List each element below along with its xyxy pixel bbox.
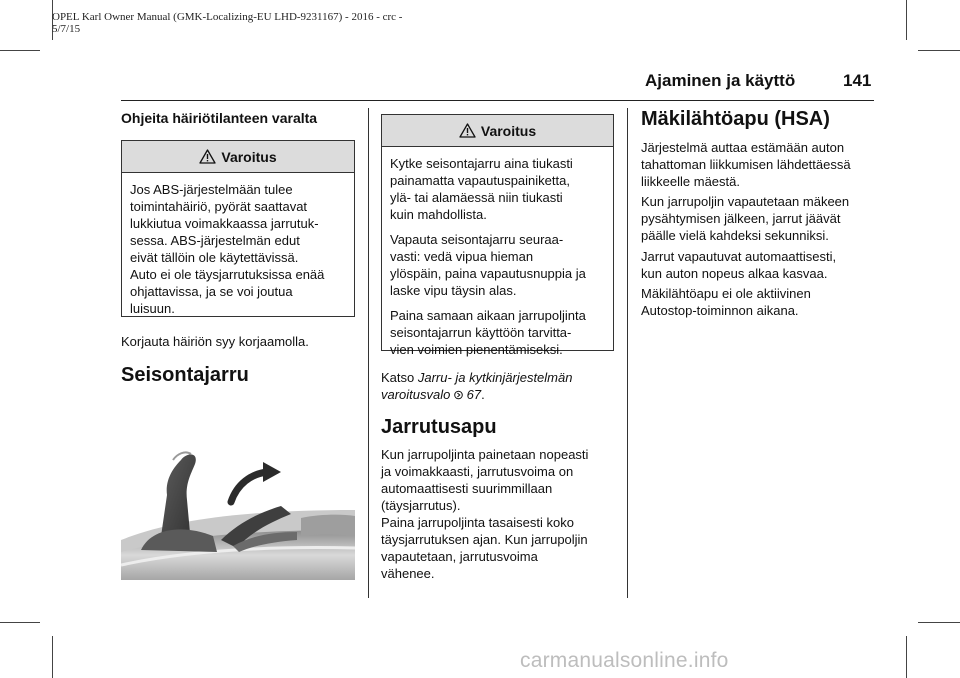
warning-line: painamatta vapautuspainiketta, [390, 173, 570, 188]
warning-box [381, 114, 614, 357]
reference-suffix: . [481, 387, 485, 402]
crop-mark [918, 622, 960, 623]
warning-triangle-icon [199, 149, 216, 164]
warning-line: laske vipu täysin alas. [390, 283, 517, 298]
page-reference-icon [454, 390, 463, 400]
warning-line: ylöspäin, paina vapautusnuppia ja [390, 266, 586, 281]
text-line: Mäkilähtöapu ei ole aktiivinen [641, 286, 811, 301]
warning-header [382, 115, 613, 147]
warning-header [122, 141, 354, 173]
warning-line: vien voimien pienentämiseksi. [390, 342, 563, 357]
reference-title[interactable]: Jarru- ja kytkinjärjestelmän [417, 370, 573, 385]
text-line: Järjestelmä auttaa estämään auton [641, 140, 845, 155]
crop-mark [52, 636, 53, 678]
text-line: tahattoman liikkumisen lähdettäessä [641, 157, 851, 172]
warning-line: Paina samaan aikaan jarrupoljinta [390, 308, 586, 323]
repair-instruction: Korjauta häiriön syy korjaamolla. [121, 334, 309, 349]
reference-title-cont[interactable]: varoitusvalo [381, 387, 451, 402]
text-line: pysähtymisen jälkeen, jarrut jäävät [641, 211, 841, 226]
heading-hill-start-assist: Mäkilähtöapu (HSA) [641, 108, 830, 130]
hsa-paragraph [641, 248, 881, 282]
text-line: Autostop-toiminnon aikana. [641, 303, 799, 318]
text-line: automaattisesti suurimmillaan [381, 481, 553, 496]
reference-prefix: Katso [381, 370, 418, 385]
crop-mark [918, 50, 960, 51]
heading-brake-assist: Jarrutusapu [381, 416, 497, 438]
warning-line: ohjattavissa, ja se voi joutua [130, 284, 293, 299]
warning-line: eivät tällöin ole käytettävissä. [130, 250, 299, 265]
crop-mark [906, 0, 907, 40]
hsa-paragraph [641, 193, 881, 244]
text-line: vapautetaan, jarrutusvoima [381, 549, 538, 564]
heading-fault-instructions: Ohjeita häiriötilanteen varalta [121, 110, 318, 126]
warning-paragraph [390, 231, 605, 299]
heading-parking-brake: Seisontajarru [121, 364, 249, 386]
text-line: liikkeelle mäestä. [641, 174, 740, 189]
text-line: vähenee. [381, 566, 435, 581]
text-line: Paina jarrupoljinta tasaisesti koko [381, 515, 574, 530]
reference-page[interactable]: 67 [466, 387, 482, 402]
warning-line: kuin mahdollista. [390, 207, 487, 222]
text-line: täysjarrutuksen ajan. Kun jarrupoljin [381, 532, 588, 547]
crop-mark [0, 622, 40, 623]
parking-brake-illustration [121, 440, 355, 580]
hsa-paragraph [641, 139, 881, 190]
brake-assist-paragraph-2 [381, 514, 621, 582]
text-line: kun auton nopeus alkaa kasvaa. [641, 266, 828, 281]
warning-title: Varoitus [480, 122, 537, 139]
meta-line-2: 5/7/15 [52, 23, 81, 35]
warning-line: vasti: vedä vipua hieman [390, 249, 534, 264]
text-line: (täysjarrutus). [381, 498, 461, 513]
text-line: Kun jarrupoljin vapautetaan mäkeen [641, 194, 850, 209]
warning-text [122, 173, 354, 317]
column-divider [368, 108, 369, 598]
warning-paragraph [390, 155, 605, 223]
header-rule [121, 100, 874, 101]
warning-line: luisuun. [130, 301, 175, 316]
crop-mark [0, 50, 40, 51]
cross-reference [381, 369, 616, 403]
section-title: Ajaminen ja käyttö [645, 71, 796, 90]
text-line: Jarrut vapautuvat automaattisesti, [641, 249, 837, 264]
warning-line: toimintahäiriö, pyörät saattavat [130, 199, 308, 214]
warning-line: sessa. ABS-järjestelmän edut [130, 233, 300, 248]
text-line: päälle vielä kahdeksi sekunniksi. [641, 228, 829, 243]
warning-title: Varoitus [221, 148, 277, 165]
column-divider [627, 108, 628, 598]
warning-triangle-icon [459, 123, 476, 138]
site-watermark[interactable]: carmanualsonline.info [520, 649, 729, 672]
warning-line: Kytke seisontajarru aina tiukasti [390, 156, 573, 171]
meta-line-1: OPEL Karl Owner Manual (GMK-Localizing-EU LHD-9231167) - 2016 - crc - [52, 11, 403, 23]
warning-text [382, 147, 613, 358]
text-line: Kun jarrupoljinta painetaan nopeasti [381, 447, 589, 462]
warning-paragraph [390, 307, 605, 358]
text-line: ja voimakkaasti, jarrutusvoima on [381, 464, 574, 479]
page-number: 141 [843, 71, 872, 90]
warning-line: Vapauta seisontajarru seuraa- [390, 232, 564, 247]
hsa-paragraph [641, 285, 881, 319]
warning-box [121, 140, 355, 317]
warning-line: ylä- tai alamäessä niin tiukasti [390, 190, 563, 205]
warning-line: lukkiutua voimakkaassa jarrutuk- [130, 216, 319, 231]
warning-line: Auto ei ole täysjarrutuksissa enää [130, 267, 325, 282]
warning-line: Jos ABS-järjestelmään tulee [130, 182, 293, 197]
crop-mark [906, 636, 907, 678]
document-meta [52, 11, 512, 35]
brake-assist-paragraph-1 [381, 446, 621, 514]
warning-line: seisontajarrun käyttöön tarvitta- [390, 325, 572, 340]
